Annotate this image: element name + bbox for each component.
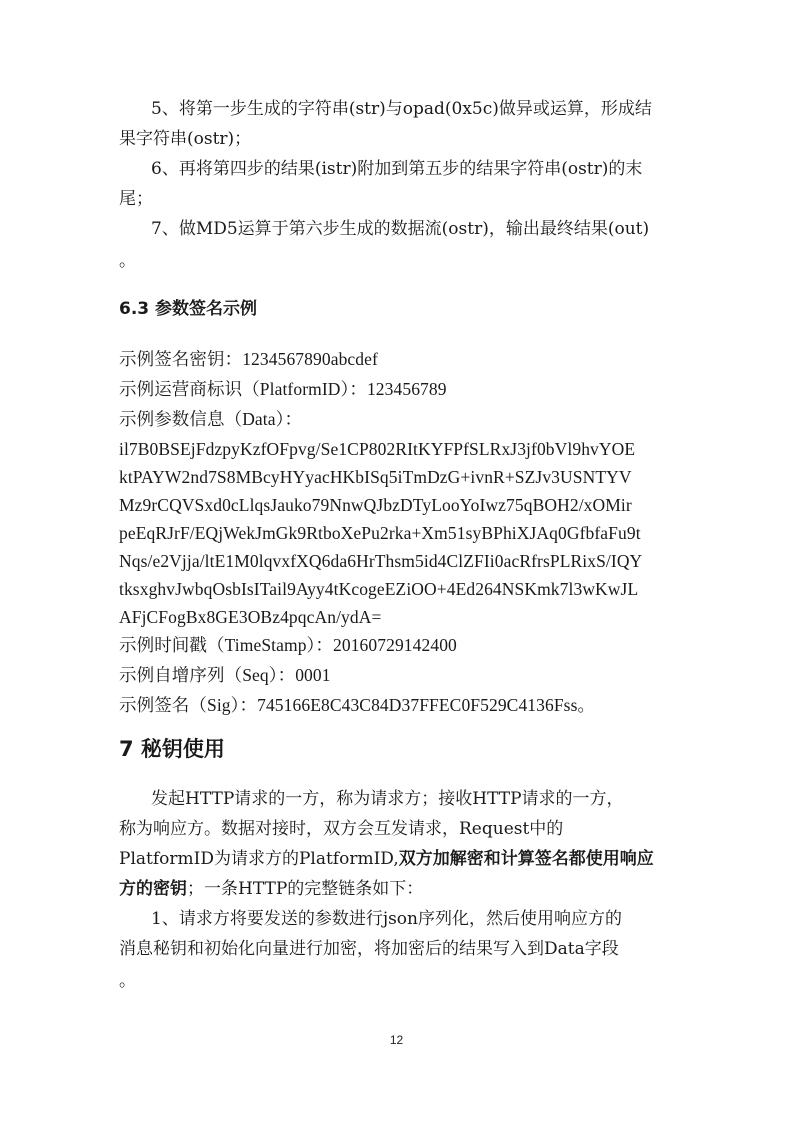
para-line-1: 发起HTTP请求的一方，称为请求方；接收HTTP请求的一方， — [151, 789, 624, 809]
example-timestamp: 示例时间戳（TimeStamp）：20160729142400 — [119, 635, 457, 655]
step-7-line-2: 。 — [119, 251, 136, 271]
para-line-4-bold: 方的密钥 — [119, 879, 187, 899]
data-line: Nqs/e2Vjja/ltE1M0lqvxfXQ6da6HrThsm5id4ClZFIi0acRfrsPLRixS/IQY — [119, 551, 643, 571]
step-5-line-2: 果字符串(ostr)； — [119, 129, 252, 149]
example-data-label: 示例参数信息（Data）： — [119, 409, 303, 429]
para-line-4 — [119, 878, 675, 900]
example-key: 示例签名密钥：1234567890abcdef — [119, 349, 378, 369]
example-seq: 示例自增序列（Seq）：0001 — [119, 665, 331, 685]
example-platform-id: 示例运营商标识（PlatformID）：123456789 — [119, 379, 447, 399]
step-6-line-1: 6、再将第四步的结果(istr)附加到第五步的结果字符串(ostr)的末 — [151, 159, 643, 179]
para-line-3 — [119, 848, 675, 870]
para-line-2: 称为响应方。数据对接时，双方会互发请求，Request中的 — [119, 819, 564, 839]
item-1-line-1: 1、请求方将要发送的参数进行json序列化，然后使用响应方的 — [151, 909, 622, 929]
step-7-line-1: 7、做MD5运算于第六步生成的数据流(ostr)，输出最终结果(out) — [151, 219, 650, 239]
item-1-line-3: 。 — [119, 971, 136, 991]
item-1-line-2: 消息秘钥和初始化向量进行加密，将加密后的结果写入到Data字段 — [119, 939, 619, 959]
data-line: peEqRJrF/EQjWekJmGk9RtboXePu2rka+Xm51syBPhiXJAq0GfbfaFu9t — [119, 523, 641, 543]
data-line: AFjCFogBx8GE3OBz4pqcAn/ydA= — [119, 607, 382, 627]
section-6-3-heading: 6.3 参数签名示例 — [119, 299, 258, 319]
para-line-4-normal: ；一条HTTP的完整链条如下： — [187, 879, 424, 899]
section-7-heading: 7 秘钥使用 — [119, 737, 225, 761]
para-line-3-normal: PlatformID为请求方的PlatformID, — [119, 849, 399, 869]
data-line: tksxghvJwbqOsbIsITail9Ayy4tKcogeEZiOO+4Ed264NSKmk7l3wKwJL — [119, 579, 639, 599]
data-line: Mz9rCQVSxd0cLlqsJauko79NnwQJbzDTyLooYoIwz75qBOH2/xOMir — [119, 495, 632, 515]
data-line: ktPAYW2nd7S8MBcyHYyacHKbISq5iTmDzG+ivnR+SZJv3USNTYV — [119, 467, 632, 487]
page-number: 12 — [389, 1033, 404, 1047]
step-5-line-1: 5、将第一步生成的字符串(str)与opad(0x5c)做异或运算，形成结 — [151, 99, 652, 119]
para-line-3-bold: 双方加解密和计算签名都使用响应 — [398, 849, 654, 869]
example-sig: 示例签名（Sig）：745166E8C43C84D37FFEC0F529C4136Fss。 — [119, 695, 596, 715]
step-6-line-2: 尾； — [119, 189, 153, 209]
data-line: il7B0BSEjFdzpyKzfOFpvg/Se1CP802RItKYFPfSLRxJ3jf0bVl9hvYOE — [119, 439, 636, 459]
